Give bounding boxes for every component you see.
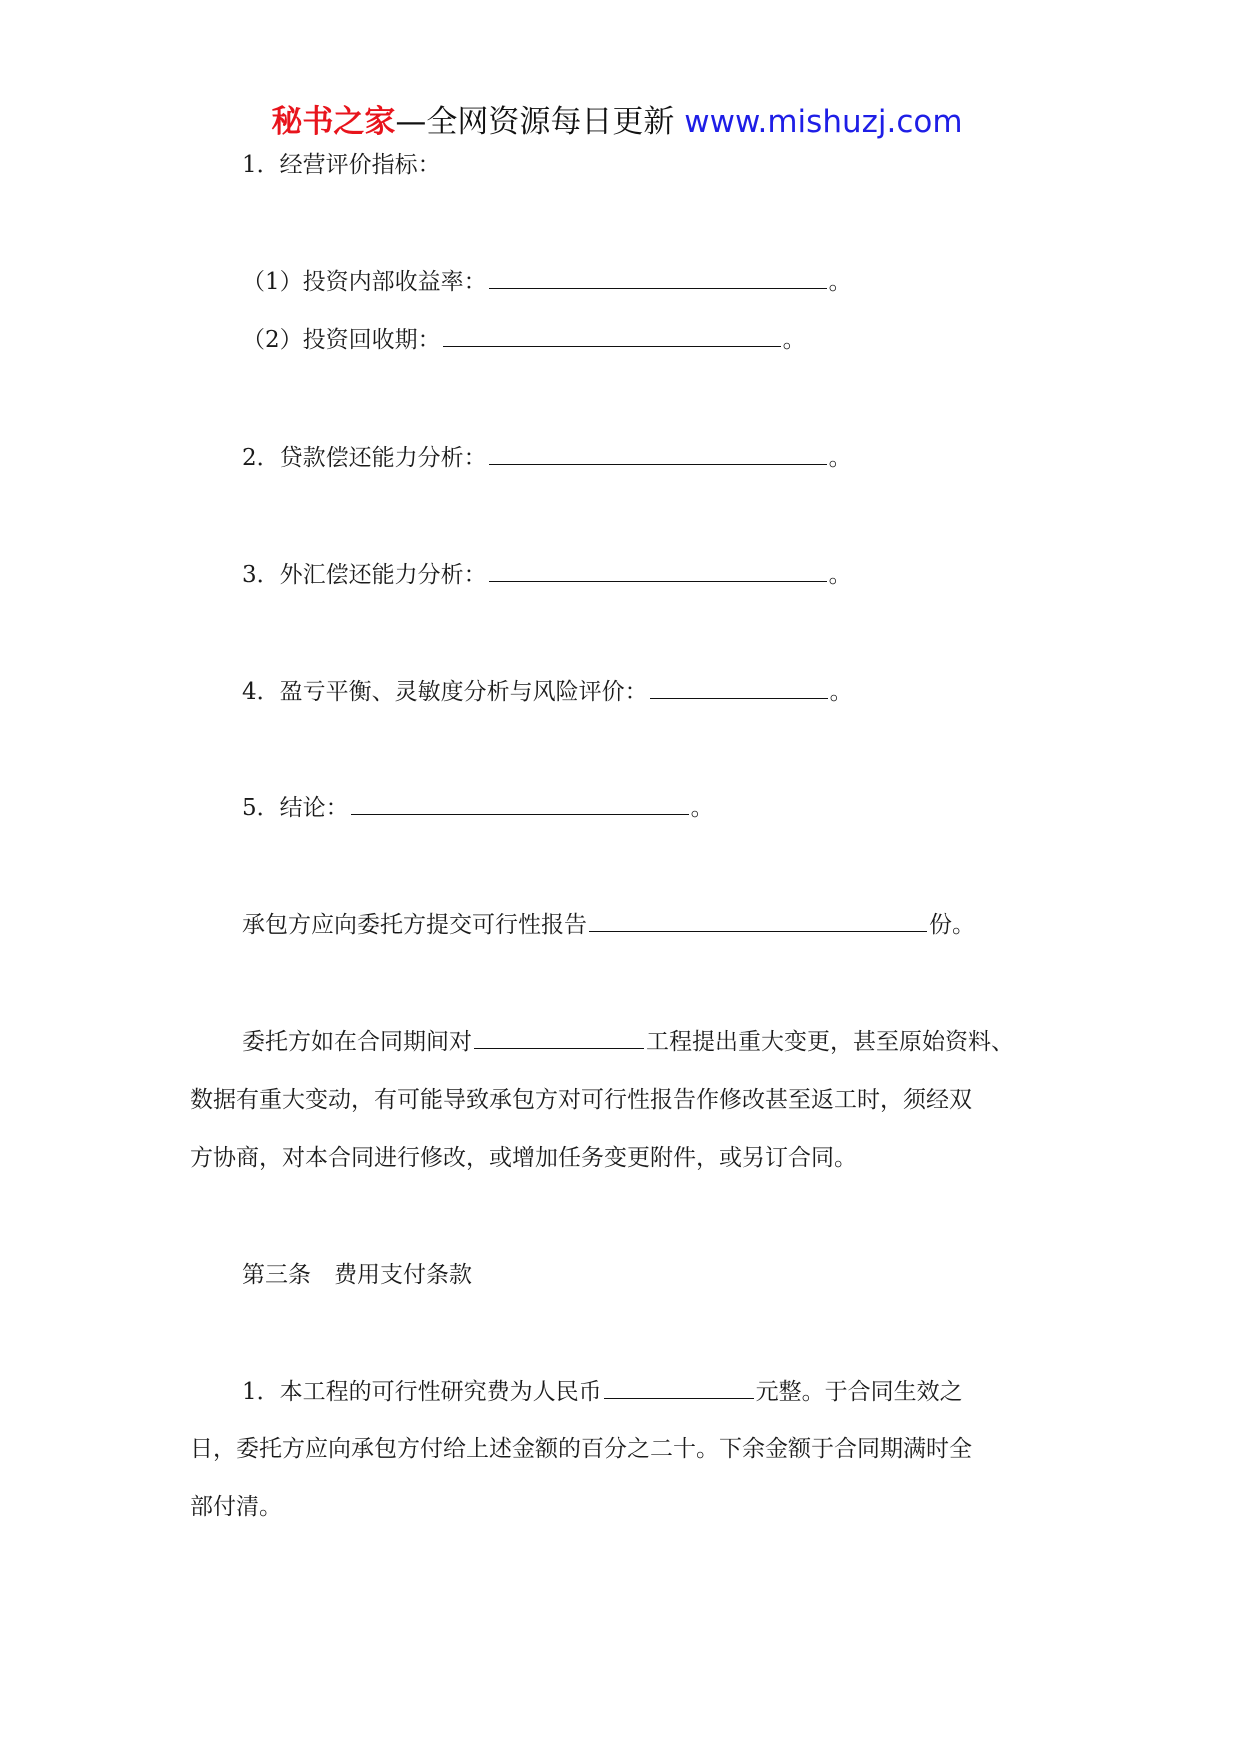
report-copies <box>242 908 975 942</box>
item-1b <box>242 323 806 357</box>
report-copies-blank[interactable] <box>589 909 927 932</box>
item-5-label: 5．结论： <box>242 795 349 821</box>
article-3-heading: 第三条 费用支付条款 <box>242 1262 472 1288</box>
item-5-blank[interactable] <box>351 792 689 815</box>
report-copies-end: 份。 <box>929 912 975 938</box>
item-5-end: 。 <box>690 795 714 821</box>
change-clause-blank[interactable] <box>474 1026 644 1049</box>
item-2-label: 2．贷款偿还能力分析： <box>242 445 487 471</box>
fee-clause-line-1 <box>242 1375 963 1409</box>
item-1b-blank[interactable] <box>443 324 781 347</box>
item-3-blank[interactable] <box>489 559 827 582</box>
fee-clause-start: 1．本工程的可行性研究费为人民币 <box>242 1379 602 1405</box>
change-clause-start: 委托方如在合同期间对 <box>242 1029 472 1055</box>
item-3-end: 。 <box>828 562 852 588</box>
item-1-heading: 1．经营评价指标： <box>242 152 441 178</box>
fee-clause-line-2: 日，委托方应向承包方付给上述金额的百分之二十。下余金额于合同期满时全 <box>190 1436 972 1462</box>
item-2 <box>242 441 852 475</box>
banner-tagline: —全网资源每日更新 <box>395 104 685 140</box>
item-4-blank[interactable] <box>650 676 828 699</box>
fee-clause-rest: 元整。于合同生效之 <box>755 1379 963 1405</box>
item-4-label: 4．盈亏平衡、灵敏度分析与风险评价： <box>242 679 648 705</box>
item-1a-label: （1）投资内部收益率： <box>242 269 487 295</box>
item-3-label: 3．外汇偿还能力分析： <box>242 562 487 588</box>
banner-url[interactable]: www.mishuzj.com <box>684 104 963 140</box>
item-2-end: 。 <box>828 445 852 471</box>
banner-brand: 秘书之家 <box>271 104 396 140</box>
item-4 <box>242 675 853 709</box>
item-5 <box>242 791 714 825</box>
change-clause-line-1 <box>242 1025 1014 1059</box>
item-3 <box>242 558 852 592</box>
item-2-blank[interactable] <box>489 442 827 465</box>
fee-clause-line-3: 部付清。 <box>190 1494 282 1520</box>
item-1b-end: 。 <box>782 327 806 353</box>
item-1a <box>242 265 852 299</box>
change-clause-line-2: 数据有重大变动，有可能导致承包方对可行性报告作修改甚至返工时，须经双 <box>190 1087 972 1113</box>
fee-amount-blank[interactable] <box>604 1376 754 1399</box>
item-1a-end: 。 <box>828 269 852 295</box>
item-4-end: 。 <box>829 679 853 705</box>
item-1b-label: （2）投资回收期： <box>242 327 441 353</box>
change-clause-line-3: 方协商，对本合同进行修改，或增加任务变更附件，或另订合同。 <box>190 1145 857 1171</box>
change-clause-rest: 工程提出重大变更，甚至原始资料、 <box>646 1029 1014 1055</box>
report-copies-label: 承包方应向委托方提交可行性报告 <box>242 912 587 938</box>
item-1a-blank[interactable] <box>489 266 827 289</box>
site-banner <box>0 100 1234 144</box>
